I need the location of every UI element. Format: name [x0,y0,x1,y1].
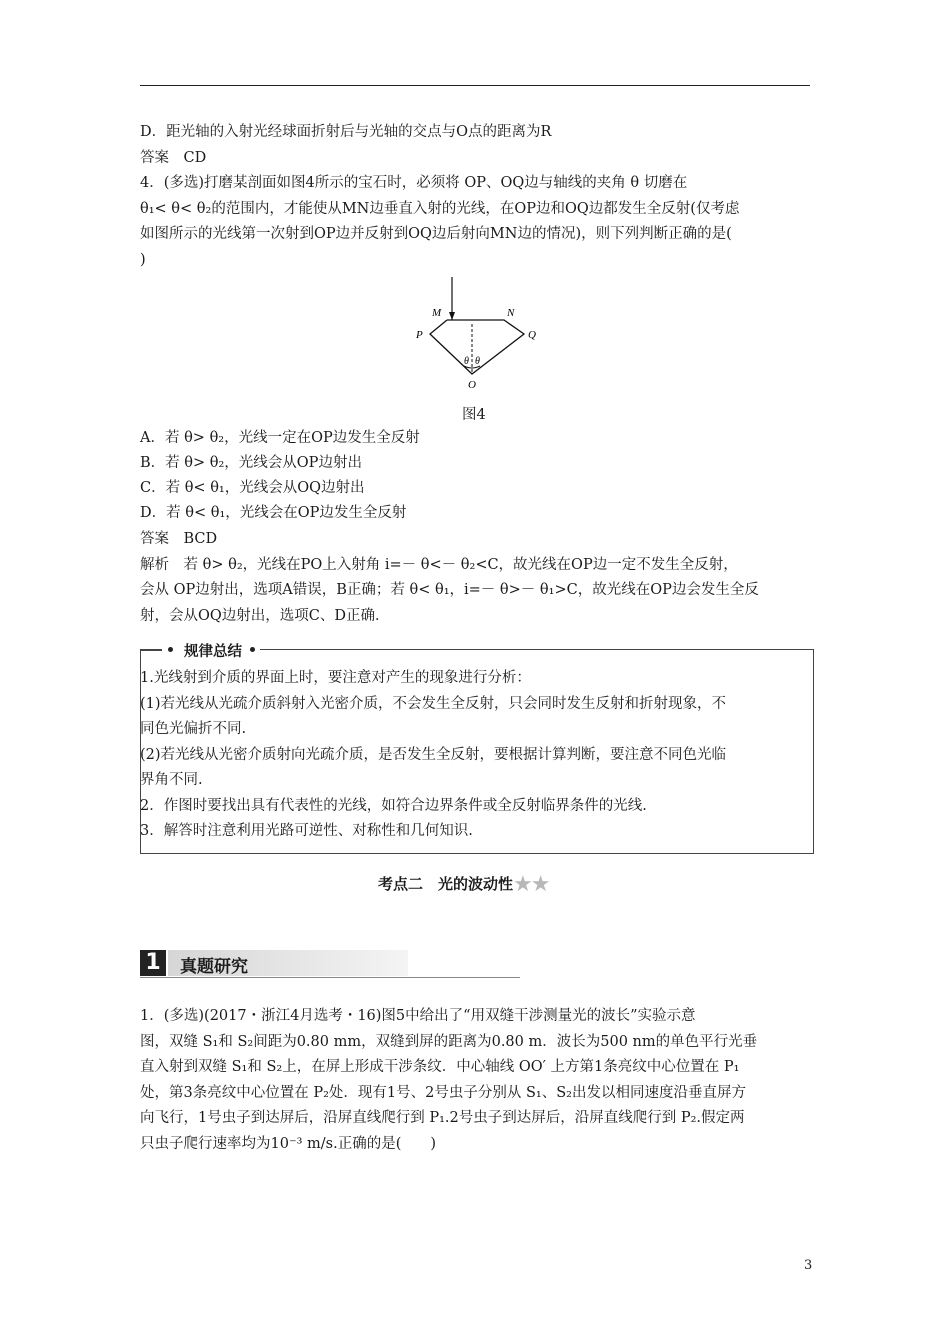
label-theta-left: θ [464,356,469,367]
q4-analysis-line: 解析 若 θ> θ₂，光线在PO上入射角 i=－ θ<－ θ₂<C，故光线在OP边一定不发生全反射， [140,556,738,573]
summary-dot [168,647,173,652]
summary-dash-right [260,649,814,650]
q4-line: 如图所示的光线第一次射到OP边并反射到OQ边后射向MN边的情况)，则下列判断正确的是( [140,226,732,242]
gem-cross-section-figure [412,272,542,402]
subsection-badge [140,950,520,978]
summary-line: 1.光线射到介质的界面上时，要注意对产生的现象进行分析： [140,670,531,686]
summary-line: 同色光偏折不同. [140,721,247,737]
difficulty-stars: ★★ [513,872,549,897]
q4-analysis-line: 会从 OP边射出，选项A错误，B正确；若 θ< θ₁，i=－ θ>－ θ₁>C，故光线在OP边会发生全反 [140,582,759,598]
summary-line: (1)若光线从光疏介质斜射入光密介质，不会发生全反射，只会同时发生反射和折射现象，不 [140,695,727,712]
q4-analysis-line: 射，会从OQ边射出，选项C、D正确． [140,607,390,624]
q1-line: 图，双缝 S₁和 S₂间距为0.80 mm，双缝到屏的距离为0.80 m．波长为500 nm的单色平行光垂 [140,1033,758,1050]
q4-option-d: D．若 θ< θ₁，光线会在OP边发生全反射 [140,505,407,521]
q4-line: θ₁< θ< θ₂的范围内，才能使从MN边垂直入射的光线，在OP边和OQ边都发生全反射(仅考虑 [140,200,740,217]
label-M: M [432,307,442,319]
label-P: P [416,329,423,341]
q3-option-d: D．距光轴的入射光经球面折射后与光轴的交点与O点的距离为R [140,124,552,140]
q4-solution [140,527,812,629]
q1-block [140,1004,812,1157]
q3-answer: 答案 CD [140,149,207,166]
summary-line: (2)若光线从光密介质射向光疏介质，是否发生全反射，要根据计算判断，要注意不同色光临 [140,746,727,763]
badge-underline [140,977,520,978]
badge-number: 1 [140,950,166,976]
badge-label: 真题研究 [180,957,248,977]
q4-line: ) [140,251,146,268]
summary-title: 规律总结 [182,640,244,661]
page-number: 3 [804,1258,813,1273]
q1-line: 处，第3条亮纹中心位置在 P₂处．现有1号、2号虫子分别从 S₁、S₂出发以相同速度沿垂直屏方 [140,1084,746,1101]
q1-line: 直入射到双缝 S₁和 S₂上，在屏上形成干涉条纹．中心轴线 OO′ 上方第1条亮纹中心位置在 P₁ [140,1059,740,1075]
summary-body [140,666,812,845]
summary-dash-left [140,649,162,651]
q4-option-c: C．若 θ< θ₁，光线会从OQ边射出 [140,480,365,496]
figure-caption: 图4 [462,407,486,423]
summary-dot [250,647,255,652]
q4-option-a: A．若 θ> θ₂，光线一定在OP边发生全反射 [140,430,420,446]
q4-answer: 答案 BCD [140,531,218,547]
summary-line: 2．作图时要找出具有代表性的光线，如符合边界条件或全反射临界条件的光线. [140,797,647,814]
q1-line: 只虫子爬行速率均为10⁻³ m/s.正确的是( ) [140,1135,437,1152]
label-N: N [507,307,515,319]
section-title: 考点二 光的波动性 [378,875,514,893]
q4-line: 4．(多选)打磨某剖面如图4所示的宝石时，必须将 OP、OQ边与轴线的夹角 θ 切磨在 [140,175,688,191]
label-theta-right: θ [475,356,480,367]
label-O: O [468,379,476,391]
header-rule [140,85,810,86]
summary-line: 界角不同. [140,772,203,788]
summary-line: 3．解答时注意利用光路可逆性、对称性和几何知识. [140,823,473,839]
q1-line: 1．(多选)(2017・浙江4月选考・16)图5中给出了“用双缝干涉测量光的波长”实验示意 [140,1008,696,1024]
summary-box-header [140,640,814,660]
q4-option-b: B．若 θ> θ₂，光线会从OP边射出 [140,455,362,471]
section-heading [378,872,548,897]
q1-line: 向飞行，1号虫子到达屏后，沿屏直线爬行到 P₁.2号虫子到达屏后，沿屏直线爬行到 P₂.假定两 [140,1110,745,1126]
label-Q: Q [528,329,536,341]
q3-block [140,120,812,273]
